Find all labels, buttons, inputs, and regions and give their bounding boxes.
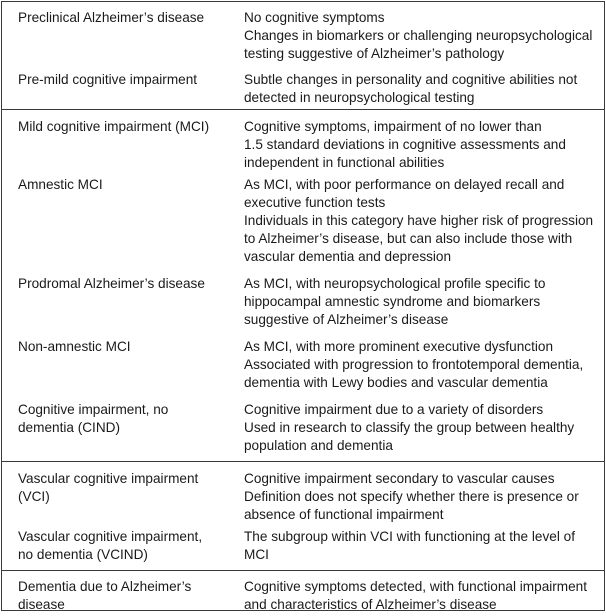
definition-cell [231,174,604,273]
term-cell [2,461,231,526]
definition-text: Cognitive symptoms detected, with functional impairment [244,578,588,594]
definition-text: absence of functional impairment [244,506,444,522]
definition-text: MCI [244,547,269,562]
definition-text: As MCI, with poor performance on delayed recall and [244,177,565,192]
definition-text: detected in neuropsychological testing [244,90,475,105]
definition-text: No cognitive symptoms [244,10,385,25]
definition-text: vascular dementia and depression [244,249,452,264]
table-row [2,336,604,399]
definition-text: The subgroup within VCI with functioning at the level of [244,529,575,544]
definition-text: Cognitive impairment secondary to vascular causes [244,470,555,486]
term-text: disease [18,596,65,612]
term-text: Vascular cognitive impairment, [18,529,203,544]
table-row [2,2,604,63]
definition-text: independent in functional abilities [244,154,445,170]
definition-cell [231,570,604,616]
table-row [2,63,604,109]
definition-cell [231,109,604,174]
definition-text: Subtle changes in personality and cognitive abilities not [244,72,578,87]
term-text: Pre-mild cognitive impairment [18,72,198,87]
table-row [2,399,604,461]
term-cell [2,174,231,273]
term-text: no dementia (VCIND) [18,547,148,562]
definition-text: Associated with progression to frontotemporal dementia, [244,357,584,372]
table-row [2,174,604,273]
term-cell [2,2,231,63]
definition-text: and characteristics of Alzheimer’s disease [244,596,497,612]
definition-cell [231,2,604,63]
definition-cell [231,273,604,336]
definition-cell [231,336,604,399]
definition-text: executive function tests [244,195,386,210]
definition-text: suggestive of Alzheimer’s disease [244,312,449,327]
term-cell [2,399,231,461]
table-row [2,109,604,174]
term-text: Non-amnestic MCI [18,339,131,354]
definition-cell [231,526,604,570]
term-cell [2,570,231,616]
definition-cell [231,399,604,461]
definition-text: Cognitive impairment due to a variety of disorders [244,402,544,417]
table-row [2,461,604,526]
definition-text: hippocampal amnestic syndrome and biomarkers [244,294,541,309]
definitions-table-container [1,1,605,611]
term-cell [2,63,231,109]
table-row [2,273,604,336]
definition-text: Cognitive symptoms, impairment of no lower than [244,118,542,134]
term-text: Vascular cognitive impairment [18,470,199,486]
definition-text: testing suggestive of Alzheimer’s pathology [244,46,505,61]
term-text: Mild cognitive impairment (MCI) [18,118,210,134]
definition-cell [231,63,604,109]
definition-text: population and dementia [244,438,393,453]
table-row [2,526,604,570]
term-text: dementia (CIND) [18,420,120,435]
definition-text: Definition does not specify whether there is presence or [244,488,579,504]
definition-text: 1.5 standard deviations in cognitive assessments and [244,136,566,152]
term-text: Cognitive impairment, no [18,402,169,417]
table-row [2,570,604,616]
definitions-table [2,2,604,616]
definition-text: to Alzheimer’s disease, but can also include those with [244,231,573,246]
definition-text: Changes in biomarkers or challenging neuropsychological [244,28,593,43]
term-text: Preclinical Alzheimer’s disease [18,10,205,25]
definition-text: As MCI, with more prominent executive dysfunction [244,339,554,354]
term-cell [2,526,231,570]
term-cell [2,109,231,174]
term-text: Amnestic MCI [18,177,103,192]
term-cell [2,273,231,336]
definition-cell [231,461,604,526]
term-text: Prodromal Alzheimer’s disease [18,276,205,291]
definition-text: dementia with Lewy bodies and vascular dementia [244,375,548,390]
term-text: (VCI) [18,488,50,504]
definition-text: Individuals in this category have higher risk of progression [244,213,594,228]
definition-text: As MCI, with neuropsychological profile specific to [244,276,546,291]
term-cell [2,336,231,399]
definition-text: Used in research to classify the group between healthy [244,420,575,435]
term-text: Dementia due to Alzheimer’s [18,578,192,594]
